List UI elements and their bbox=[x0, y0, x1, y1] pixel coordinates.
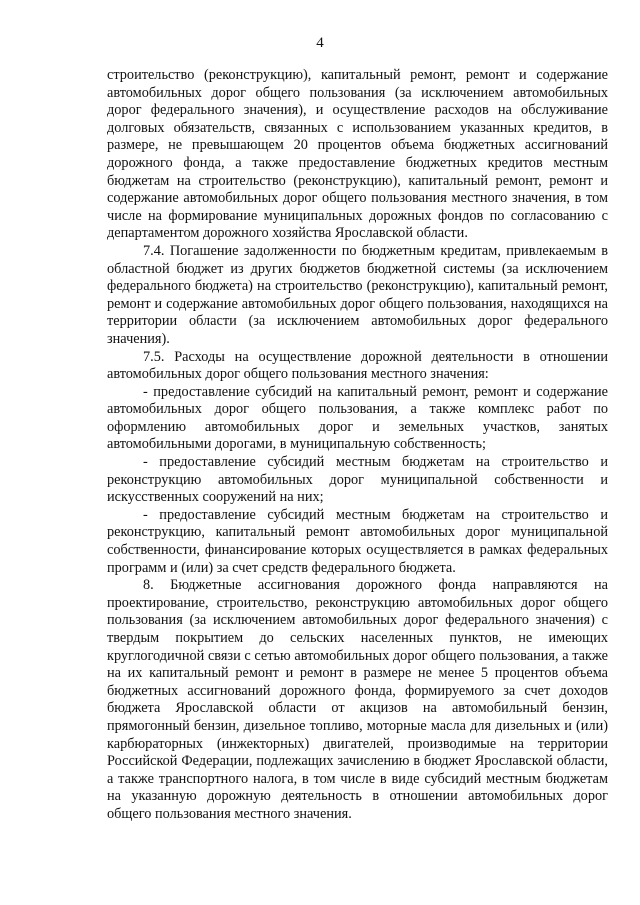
document-body bbox=[107, 67, 608, 824]
paragraph-continuation: строительство (реконструкцию), капитальный ремонт, ремонт и содержание автомобильных дорог общего пользования (за исключением автомобильных дорог федерального значения), и осуществление расходов на обслуживание долговых обязательств, связанных с использованием указанных кредитов, в размере, не превышающем 20 процентов объема бюджетных ассигнований дорожного фонда, а также предоставление бюджетных кредитов местным бюджетам на строительство (реконструкцию), капитальный ремонт, ремонт и содержание автомобильных дорог общего пользования местного значения, в том числе на формирование муниципальных дорожных фондов по согласованию с департаментом дорожного хозяйства Ярославской области. bbox=[107, 67, 608, 242]
paragraph-clause-8: 8. Бюджетные ассигнования дорожного фонда направляются на проектирование, строительство, реконструкцию автомобильных дорог общего пользования (за исключением автомобильных дорог федерального значения) с твердым покрытием до сельских населенных пунктов, не имеющих круглогодичной связи с сетью автомобильных дорог общего пользования, а также на их капитальный ремонт и ремонт в размере не менее 5 процентов объема бюджетных ассигнований дорожного фонда, формируемого за счет доходов бюджета Ярославской области от акцизов на автомобильный бензин, прямогонный бензин, дизельное топливо, моторные масла для дизельных и (или) карбюраторных (инжекторных) двигателей, производимые на территории Российской Федерации, подлежащих зачислению в бюджет Ярославской области, а также транспортного налога, в том числе в виде субсидий местным бюджетам на указанную дорожную деятельность в отношении автомобильных дорог общего пользования местного значения. bbox=[107, 577, 608, 822]
paragraph-clause-7-5: 7.5. Расходы на осуществление дорожной деятельности в отношении автомобильных дорог общего пользования местного значения: bbox=[107, 348, 608, 383]
list-item-subsidy-repair: - предоставление субсидий на капитальный ремонт, ремонт и содержание автомобильных дорог общего пользования, а также комплекс работ по оформлению автомобильных дорог и земельных участков, занятых автомобильными дорогами, в муниципальную собственность; bbox=[107, 383, 608, 453]
paragraph-clause-7-4: 7.4. Погашение задолженности по бюджетным кредитам, привлекаемым в областной бюджет из других бюджетов бюджетной системы (за исключением федерального бюджета) на строительство (реконструкцию), капитальный ремонт, ремонт и содержание автомобильных дорог общего пользования, находящихся на территории области (за исключением автомобильных дорог федерального значения). bbox=[107, 242, 608, 347]
list-item-subsidy-construction: - предоставление субсидий местным бюджетам на строительство и реконструкцию автомобильных дорог муниципальной собственности и искусственных сооружений на них; bbox=[107, 454, 608, 506]
page-number: 4 bbox=[316, 35, 324, 51]
list-item-subsidy-federal: - предоставление субсидий местным бюджетам на строительство и реконструкцию, капитальный ремонт автомобильных дорог муниципальной собственности, финансирование которых осуществляется в рамках федеральных программ и (или) за счет средств федерального бюджета. bbox=[107, 506, 608, 576]
